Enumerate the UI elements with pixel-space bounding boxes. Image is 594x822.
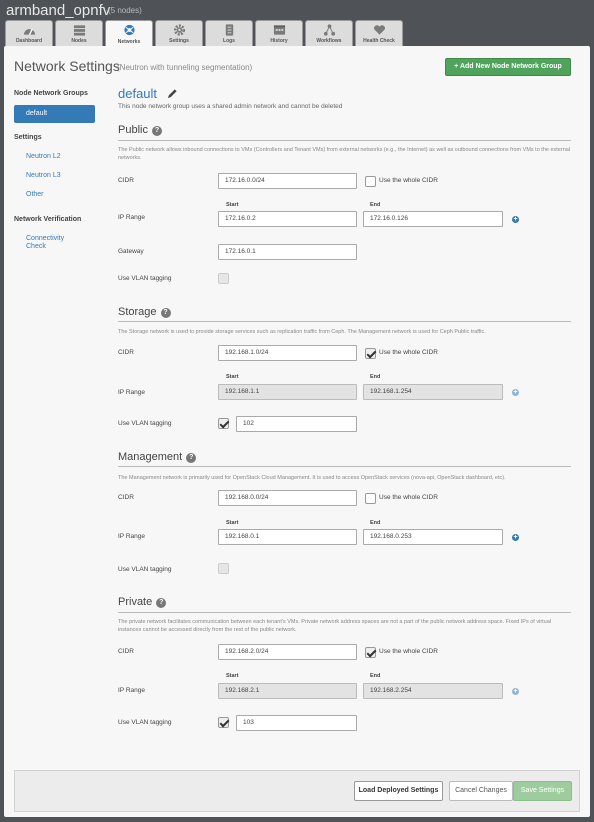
footer-toolbar (14, 770, 580, 812)
public-description: The Public network allows inbound connections to VMs (Controllers and Tenant VMs) from external networks (e.g., the Internet) as well as outbound connections from VMs to the external networks. (118, 147, 571, 161)
section-title-management: Management ? (118, 451, 196, 463)
divider (118, 612, 571, 613)
help-icon[interactable]: ? (156, 598, 166, 608)
storage-vlan-checkbox[interactable] (218, 418, 229, 429)
environment-node-count: (5 nodes) (108, 6, 142, 15)
private-ip-range-label: IP Range (118, 687, 145, 694)
public-vlan-label: Use VLAN tagging (118, 275, 172, 282)
storage-start-label: Start (226, 374, 239, 380)
private-vlan-checkbox[interactable] (218, 717, 229, 728)
storage-ip-end-input[interactable]: 192.168.1.254 (363, 384, 503, 400)
public-cidr-input[interactable]: 172.16.0.0/24 (218, 173, 357, 189)
workflows-icon (323, 24, 336, 36)
private-description: The private network facilitates communication between each tenant's VMs. Private network address spaces are not a part of the public network address space. Fixed IPs of virtual instances cannot be accessed directly from the rest of the public network. (118, 619, 552, 633)
tab-dashboard[interactable]: Dashboard (5, 20, 53, 46)
history-icon (273, 24, 286, 36)
sidebar-item-connectivity-check[interactable]: Connectivity Check (26, 235, 65, 250)
public-cidr-label: CIDR (118, 177, 134, 184)
private-cidr-label: CIDR (118, 648, 134, 655)
divider (118, 466, 571, 467)
private-end-label: End (370, 673, 381, 679)
storage-ip-start-input[interactable]: 192.168.1.1 (218, 384, 357, 400)
private-ip-start-input[interactable]: 192.168.2.1 (218, 683, 357, 699)
section-title-public: Public ? (118, 124, 162, 136)
pencil-icon[interactable] (167, 88, 178, 99)
public-gateway-input[interactable]: 172.16.0.1 (218, 244, 357, 260)
management-ip-range-label: IP Range (118, 533, 145, 540)
node-group-name: default (118, 86, 158, 101)
management-vlan-checkbox[interactable] (218, 563, 229, 574)
tab-workflows[interactable]: Workflows (305, 20, 353, 46)
health-check-icon (373, 24, 386, 36)
environment-title: armband_opnfv (6, 2, 111, 19)
public-use-whole-cidr-label: Use the whole CIDR (379, 177, 438, 184)
tab-health-check[interactable]: Health Check (355, 20, 403, 46)
private-start-label: Start (226, 673, 239, 679)
logs-icon (223, 24, 236, 36)
management-ip-start-input[interactable]: 192.168.0.1 (218, 529, 357, 545)
add-node-network-group-button[interactable]: + Add New Node Network Group (445, 58, 571, 76)
management-use-whole-cidr-label: Use the whole CIDR (379, 494, 438, 501)
dashboard-icon (23, 24, 36, 36)
tab-settings[interactable]: Settings (155, 20, 203, 46)
page-title: Network Settings (14, 58, 120, 74)
help-icon[interactable]: ? (161, 308, 171, 318)
private-ip-end-input[interactable]: 192.168.2.254 (363, 683, 503, 699)
private-vlan-id-input[interactable]: 103 (236, 715, 357, 731)
sidebar-heading-settings: Settings (14, 134, 42, 141)
sidebar-item-neutron-l3[interactable]: Neutron L3 (26, 172, 61, 179)
help-icon[interactable]: ? (186, 453, 196, 463)
sidebar-item-other[interactable]: Other (26, 191, 44, 198)
public-ip-range-label: IP Range (118, 214, 145, 221)
management-description: The Management network is primarily used for OpenStack Cloud Management. It is used to access OpenStack services (nova-api, OpenStack dashboard, etc). (118, 475, 506, 481)
sidebar-item-default[interactable]: default (14, 105, 95, 123)
nodes-icon (73, 24, 86, 36)
sidebar-heading-verification: Network Verification (14, 216, 82, 223)
public-use-whole-cidr-checkbox[interactable] (365, 176, 376, 187)
add-ip-range-icon[interactable]: + (513, 389, 518, 396)
save-settings-button[interactable]: Save Settings (513, 781, 572, 801)
public-start-label: Start (226, 202, 239, 208)
add-ip-range-icon[interactable]: + (513, 688, 518, 695)
management-ip-end-input[interactable]: 192.168.0.253 (363, 529, 503, 545)
public-gateway-label: Gateway (118, 248, 144, 255)
add-ip-range-icon[interactable]: + (513, 216, 518, 223)
divider (118, 321, 571, 322)
public-end-label: End (370, 202, 381, 208)
management-end-label: End (370, 520, 381, 526)
plus-icon: + (454, 63, 460, 70)
networks-icon (123, 24, 136, 36)
section-title-private: Private ? (118, 596, 166, 608)
help-icon[interactable]: ? (152, 126, 162, 136)
management-start-label: Start (226, 520, 239, 526)
top-bar (0, 0, 594, 46)
storage-vlan-label: Use VLAN tagging (118, 420, 172, 427)
storage-end-label: End (370, 374, 381, 380)
management-vlan-label: Use VLAN tagging (118, 566, 172, 573)
storage-use-whole-cidr-label: Use the whole CIDR (379, 349, 438, 356)
public-vlan-checkbox[interactable] (218, 273, 229, 284)
storage-cidr-input[interactable]: 192.168.1.0/24 (218, 345, 357, 361)
node-group-description: This node network group uses a shared admin network and cannot be deleted (118, 103, 343, 110)
gear-icon (173, 24, 186, 36)
storage-description: The Storage network is used to provide storage services such as replication traffic from Ceph. The Management network is used for Ceph Public traffic. (118, 329, 486, 335)
tab-networks[interactable]: Networks (105, 20, 153, 47)
tab-logs[interactable]: Logs (205, 20, 253, 46)
private-cidr-input[interactable]: 192.168.2.0/24 (218, 644, 357, 660)
storage-vlan-id-input[interactable]: 102 (236, 416, 357, 432)
management-cidr-input[interactable]: 192.168.0.0/24 (218, 490, 357, 506)
sidebar-item-neutron-l2[interactable]: Neutron L2 (26, 153, 61, 160)
storage-use-whole-cidr-checkbox[interactable] (365, 348, 376, 359)
add-ip-range-icon[interactable]: + (513, 534, 518, 541)
public-ip-end-input[interactable]: 172.16.0.126 (363, 211, 503, 227)
private-use-whole-cidr-label: Use the whole CIDR (379, 648, 438, 655)
private-use-whole-cidr-checkbox[interactable] (365, 647, 376, 658)
section-title-storage: Storage ? (118, 306, 171, 318)
private-vlan-label: Use VLAN tagging (118, 719, 172, 726)
load-deployed-settings-button[interactable]: Load Deployed Settings (354, 781, 443, 801)
network-settings-panel (4, 46, 590, 817)
management-cidr-label: CIDR (118, 494, 134, 501)
management-use-whole-cidr-checkbox[interactable] (365, 493, 376, 504)
sidebar-heading-groups: Node Network Groups (14, 90, 88, 97)
tab-nodes[interactable]: Nodes (55, 20, 103, 46)
storage-ip-range-label: IP Range (118, 389, 145, 396)
cancel-changes-button[interactable]: Cancel Changes (449, 781, 513, 801)
storage-cidr-label: CIDR (118, 349, 134, 356)
page-subtitle: (Neutron with tunneling segmentation) (117, 63, 253, 72)
tab-history[interactable]: History (255, 20, 303, 46)
public-ip-start-input[interactable]: 172.16.0.2 (218, 211, 357, 227)
divider (118, 140, 571, 141)
